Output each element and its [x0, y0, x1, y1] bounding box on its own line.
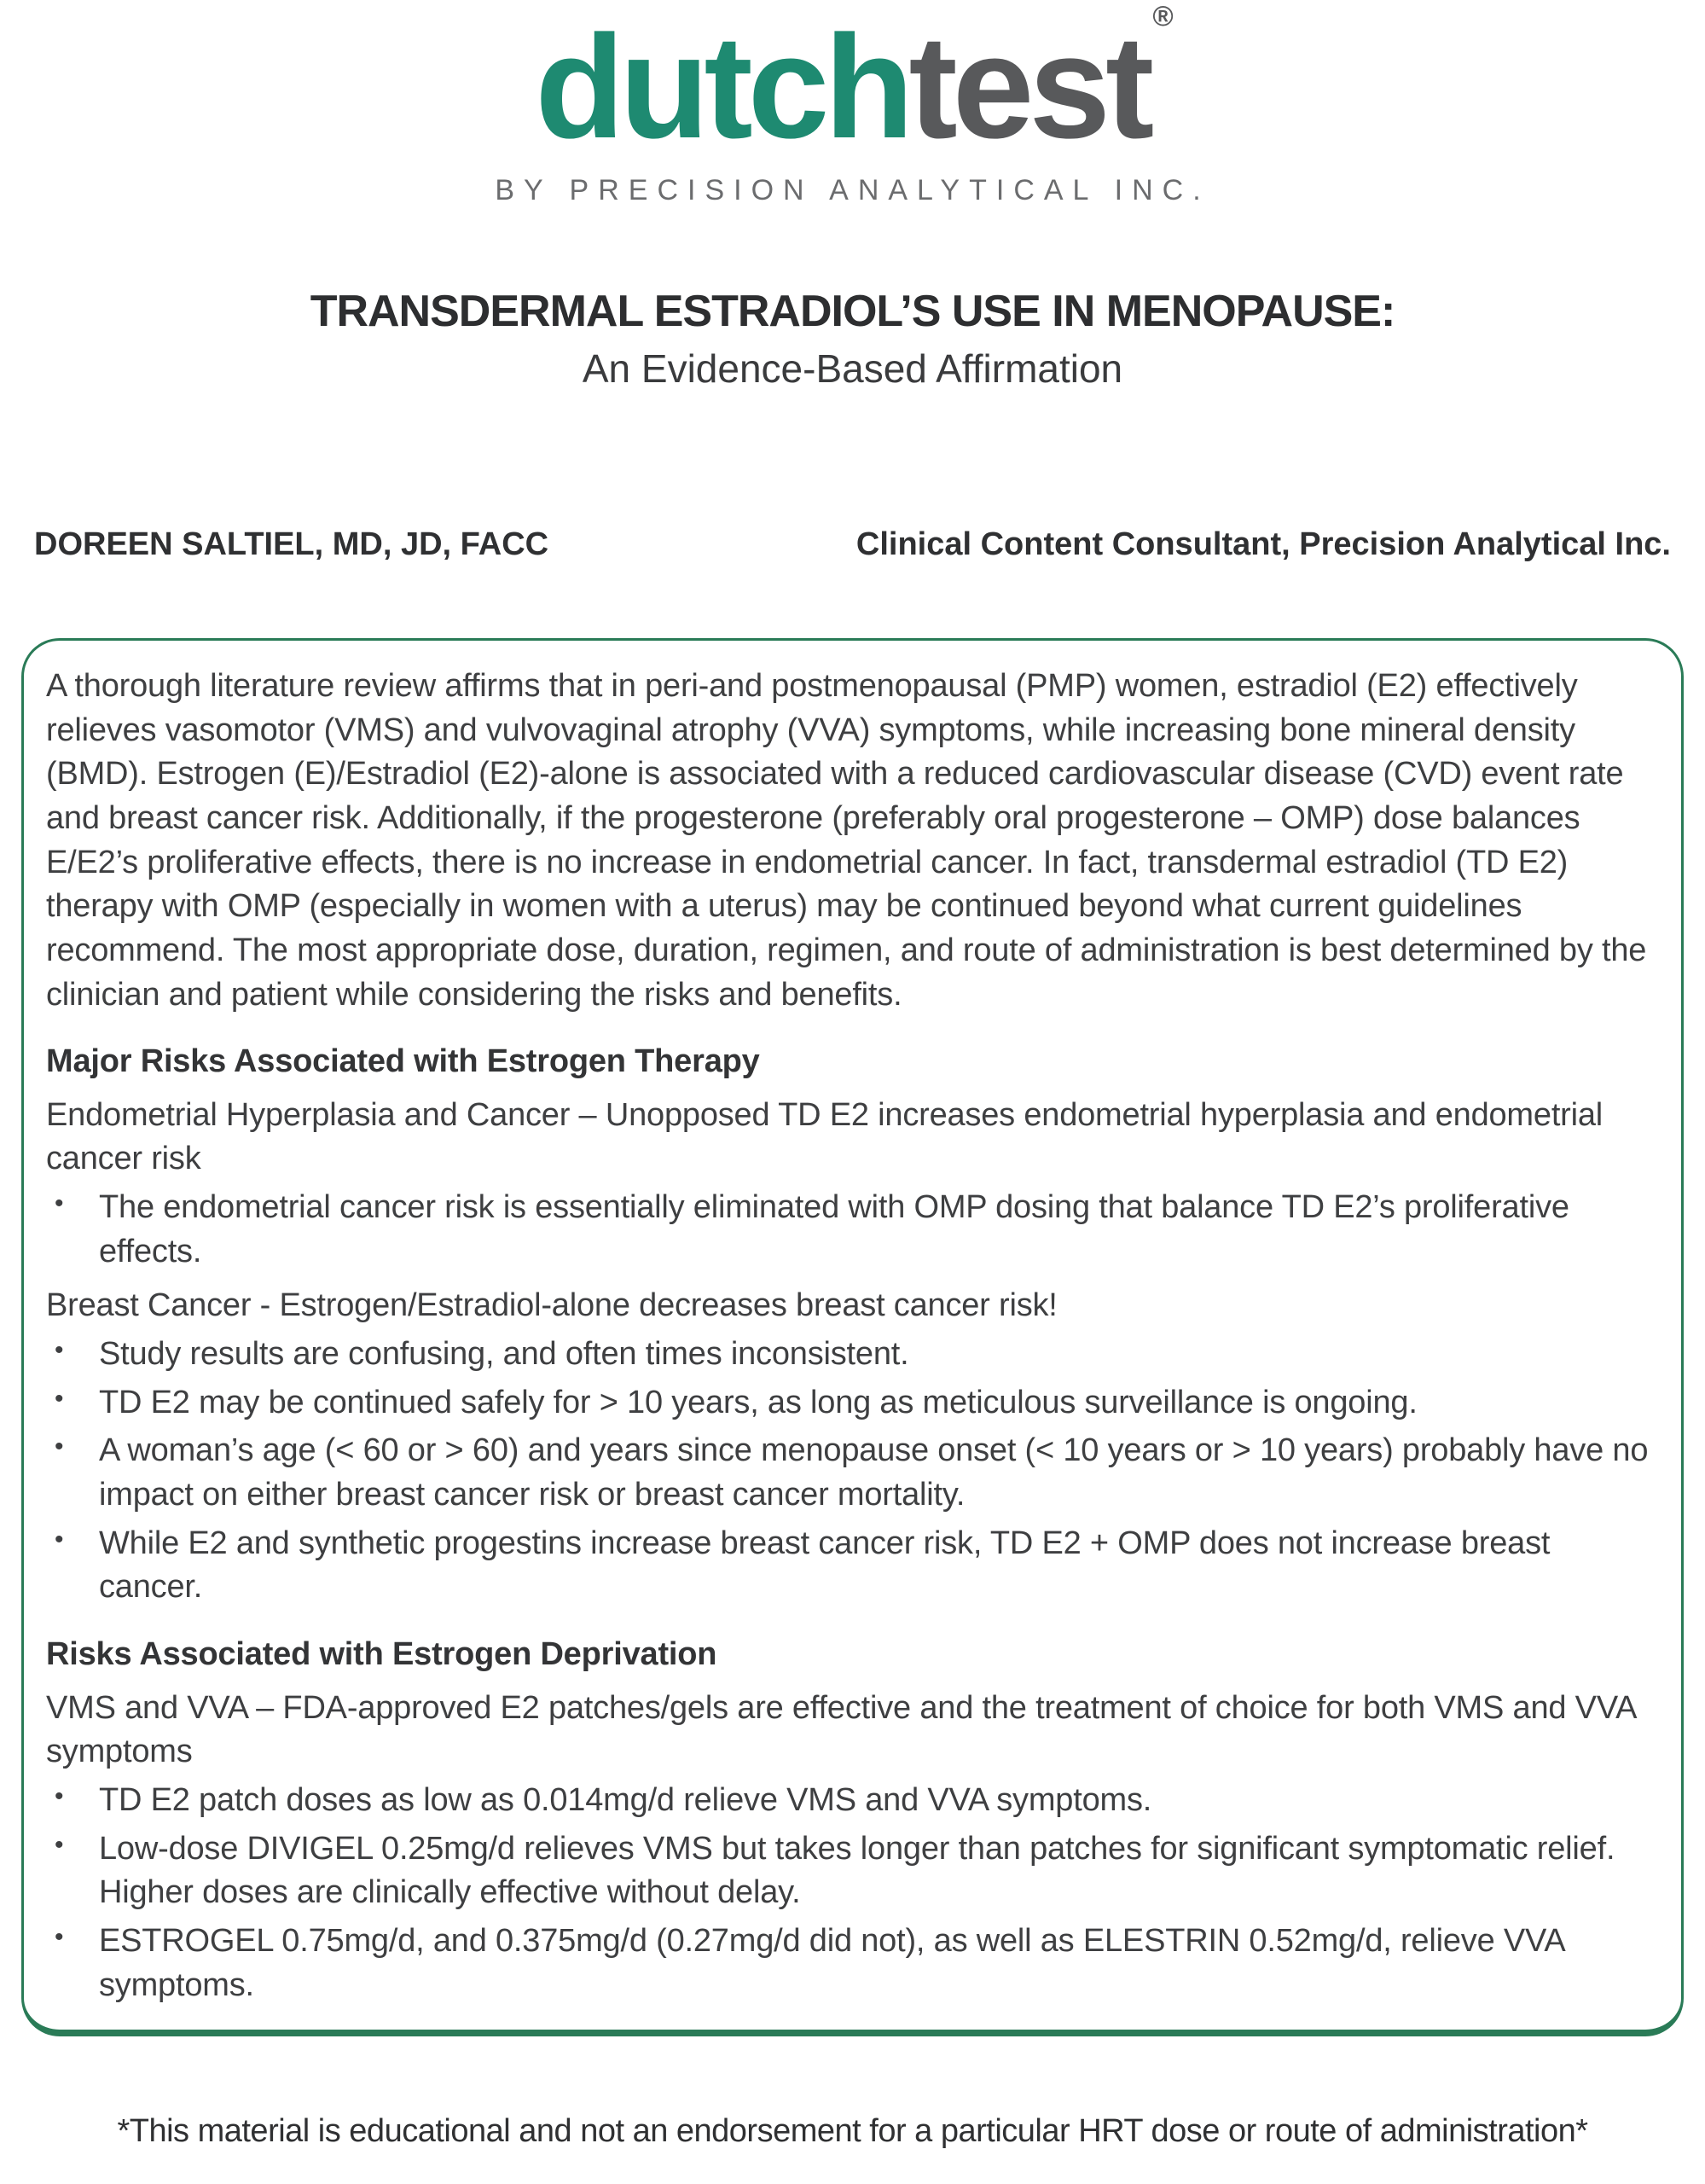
registered-trademark-icon: ®	[1152, 0, 1174, 32]
breast-cancer-paragraph: Breast Cancer - Estrogen/Estradiol-alone decreases breast cancer risk!	[46, 1287, 1058, 1324]
list-item: • While E2 and synthetic progestins increase breast cancer risk, TD E2 + OMP does not increase breast cancer.	[46, 1522, 1659, 1610]
page-title: TRANSDERMAL ESTRADIOL’S USE IN MENOPAUSE:	[310, 287, 1395, 336]
page-subtitle: An Evidence-Based Affirmation	[582, 346, 1123, 391]
vms-vva-bullet-list	[46, 1779, 1659, 2007]
section-heading-estrogen-deprivation: Risks Associated with Estrogen Deprivation	[46, 1636, 717, 1673]
list-item: • TD E2 patch doses as low as 0.014mg/d relieve VMS and VVA symptoms.	[46, 1779, 1659, 1823]
list-item: • Study results are confusing, and often times inconsistent.	[46, 1333, 1659, 1377]
breast-cancer-bullet-list	[46, 1333, 1659, 1610]
summary-paragraph: A thorough literature review affirms that in peri-and postmenopausal (PMP) women, estradiol (E2) effectively relieves vasomotor (VMS) and vulvovaginal atrophy (VVA) symptoms, while increasing bone mineral density (BMD). Estrogen (E)/Estradiol (E2)-alone is associated with a reduced cardiovascular disease (CVD) event rate and breast cancer risk. Additionally, if the progesterone (preferably oral progesterone – OMP) dose balances E/E2’s proliferative effects, there is no increase in endometrial cancer. In fact, transdermal estradiol (TD E2) therapy with OMP (especially in women with a uterus) may be continued beyond what current guidelines recommend. The most appropriate dose, duration, regimen, and route of administration is best determined by the clinician and patient while considering the risks and benefits.	[46, 668, 1647, 1013]
summary-box	[21, 638, 1684, 2036]
list-item: • TD E2 may be continued safely for > 10 years, as long as meticulous surveillance is ongoing.	[46, 1381, 1659, 1426]
vms-vva-paragraph: VMS and VVA – FDA-approved E2 patches/gels are effective and the treatment of choice for both VMS and VVA symptoms	[46, 1689, 1636, 1770]
footer-disclaimer: *This material is educational and not an endorsement for a particular HRT dose or route of administration*	[117, 2113, 1588, 2149]
masthead	[0, 0, 1705, 207]
author-role: Clinical Content Consultant, Precision Analytical Inc.	[855, 526, 1671, 562]
section-heading-major-risks: Major Risks Associated with Estrogen Therapy	[46, 1043, 760, 1080]
logo-test-text: test	[908, 5, 1150, 169]
logo-dutch-text: dutch	[535, 5, 909, 169]
endometrial-paragraph: Endometrial Hyperplasia and Cancer – Unopposed TD E2 increases endometrial hyperplasia and endometrial cancer risk	[46, 1096, 1604, 1177]
list-item: • A woman’s age (< 60 or > 60) and years since menopause onset (< 10 years or > 10 years) probably have no impact on either breast cancer risk or breast cancer mortality.	[46, 1429, 1659, 1517]
logo-tagline: BY PRECISION ANALYTICAL INC.	[495, 174, 1210, 206]
author-name: DOREEN SALTIEL, MD, JD, FACC	[34, 526, 549, 562]
endometrial-bullet-list	[46, 1186, 1659, 1274]
dutchtest-logo	[0, 0, 1705, 169]
byline	[34, 526, 1671, 563]
list-item: • ESTROGEL 0.75mg/d, and 0.375mg/d (0.27mg/d did not), as well as ELESTRIN 0.52mg/d, relieve VVA symptoms.	[46, 1920, 1659, 2007]
list-item: • Low-dose DIVIGEL 0.25mg/d relieves VMS but takes longer than patches for significant symptomatic relief. Higher doses are clinically effective without delay.	[46, 1827, 1659, 1915]
list-item: • The endometrial cancer risk is essentially eliminated with OMP dosing that balance TD E2’s proliferative effects.	[46, 1186, 1659, 1274]
